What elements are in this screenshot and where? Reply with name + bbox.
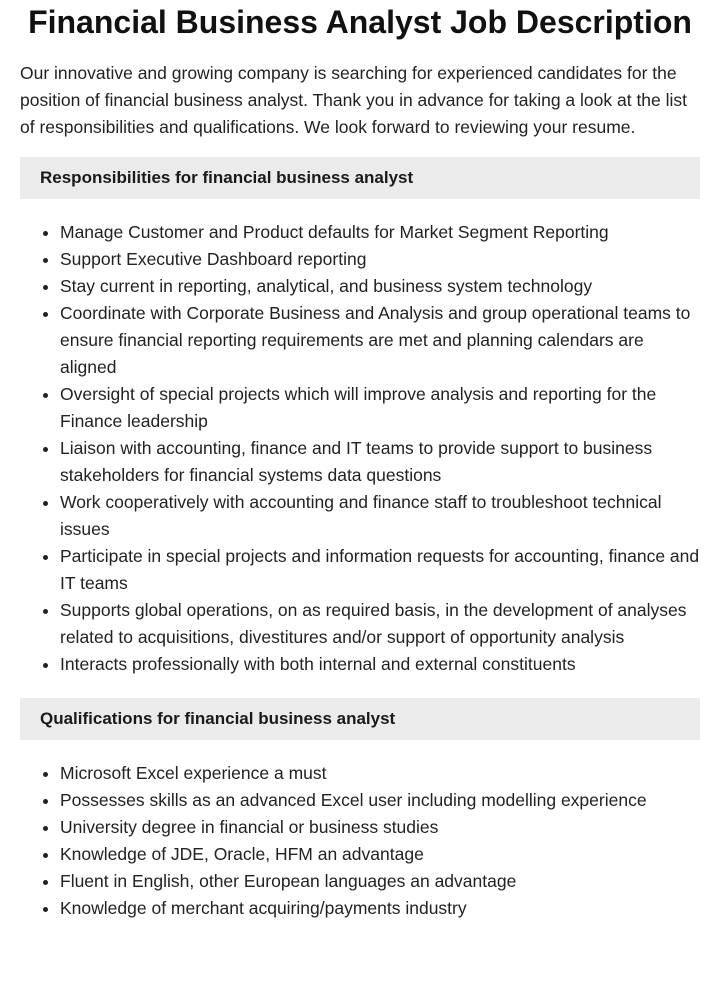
intro-paragraph: Our innovative and growing company is searching for experienced candidates for the position of financial business analyst. Thank you in advance for taking a look at the list of responsibilities and qualifications. We look forward to reviewing your resume. [20,63,688,137]
qualifications-list [20,760,700,922]
list-item: • Fluent in English, other European languages an advantage [60,868,700,895]
list-item: • Liaison with accounting, finance and IT teams to provide support to business stakeholders for financial systems data questions [60,435,700,489]
list-item: • Manage Customer and Product defaults for Market Segment Reporting [60,219,700,246]
list-item: • Microsoft Excel experience a must [60,760,700,787]
responsibilities-list [20,219,700,678]
list-item: • Work cooperatively with accounting and finance staff to troubleshoot technical issues [60,489,700,543]
list-item: • Supports global operations, on as required basis, in the development of analyses related to acquisitions, divestitures and/or support of opportunity analysis [60,597,700,651]
list-item: • Interacts professionally with both internal and external constituents [60,651,700,678]
list-item: • Coordinate with Corporate Business and Analysis and group operational teams to ensure financial reporting requirements are met and planning calendars are aligned [60,300,700,381]
list-item: • Possesses skills as an advanced Excel user including modelling experience [60,787,700,814]
list-item: • Oversight of special projects which will improve analysis and reporting for the Finance leadership [60,381,700,435]
list-item: • University degree in financial or business studies [60,814,700,841]
list-item: • Knowledge of JDE, Oracle, HFM an advantage [60,841,700,868]
page-title: Financial Business Analyst Job Description [28,4,692,40]
responsibilities-heading: Responsibilities for financial business analyst [20,157,700,199]
qualifications-heading: Qualifications for financial business analyst [20,698,700,740]
list-item: • Stay current in reporting, analytical, and business system technology [60,273,700,300]
list-item: • Participate in special projects and information requests for accounting, finance and IT teams [60,543,700,597]
list-item: • Knowledge of merchant acquiring/payments industry [60,895,700,922]
list-item: • Support Executive Dashboard reporting [60,246,700,273]
